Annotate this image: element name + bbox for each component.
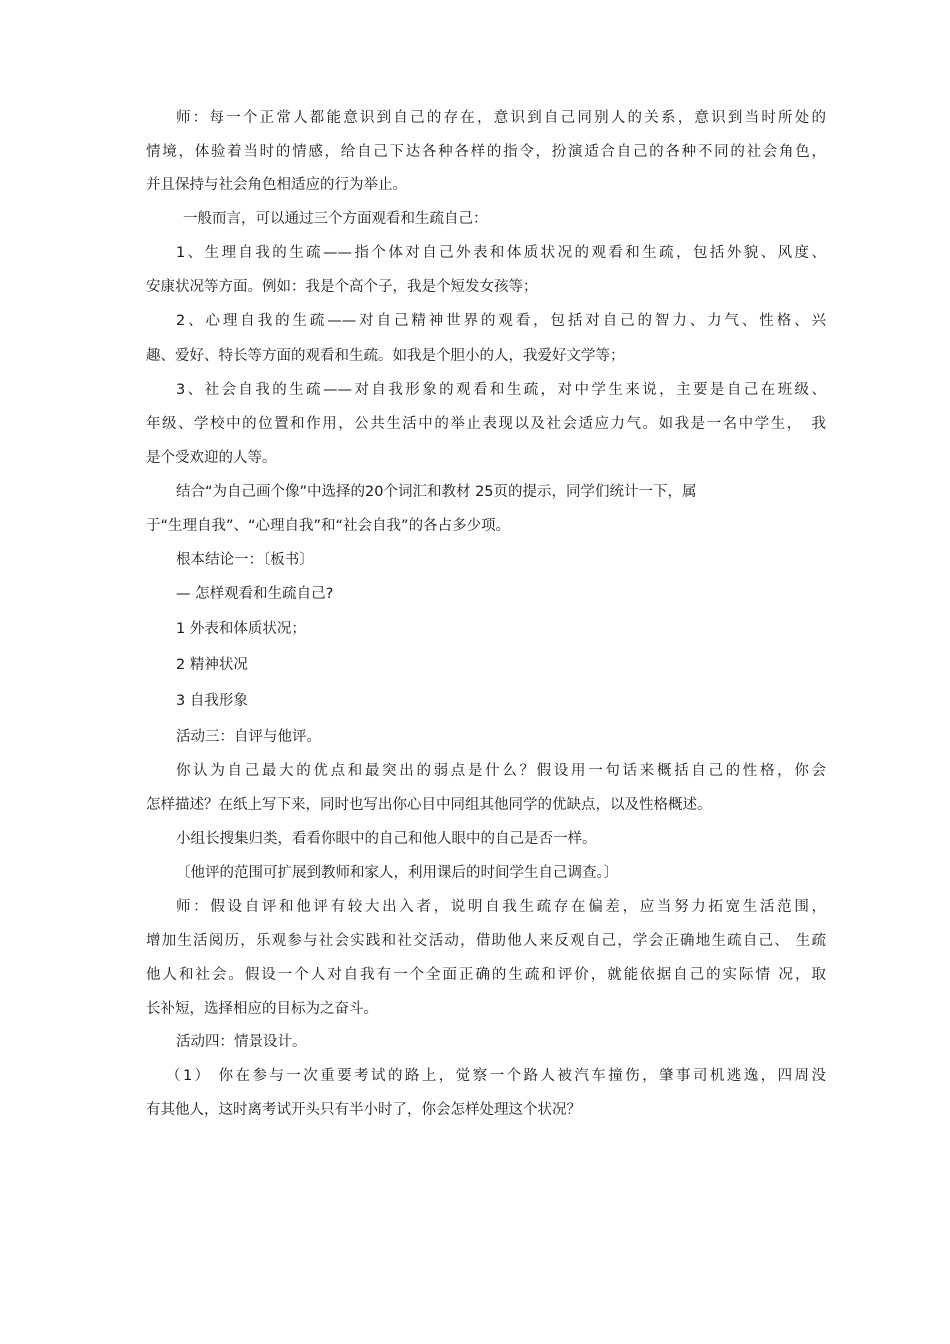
paragraph-line: 〔他评的范围可扩展到教师和家人，利用课后的时间学生自己调查。〕 [176,865,619,881]
paragraph-line: 安康状况等方面。例如：我是个高个子，我是个短发女孩等； [146,279,538,295]
section-heading: 活动三：自评与他评。 [176,729,321,745]
paragraph-line: 是个受欢迎的人等。 [146,450,277,466]
paragraph-line: 增加生活阅历，乐观参与社会实践和社交活动，借助他人来反观自己，学会正确地生疏自己、 生疏 [146,933,826,949]
paragraph-line: 师：假设自评和他评有较大出入者，说明自我生疏存在偏差，应当努力拓宽生活范围， [176,899,826,915]
paragraph-line: 长补短，选择相应的目标为之奋斗。 [146,1001,378,1017]
paragraph-line: 根本结论一：〔板书〕 [176,552,314,568]
paragraph-line: 结合“为自己画个像”中选择的20个词汇和教材 25页的提示，同学们统计一下，属 [176,484,697,500]
paragraph-line: 师：每一个正常人都能意识到自己的存在，意识到自己同别人的关系，意识到当时所处的 [176,110,826,126]
paragraph-line: 于“生理自我”、“心理自我”和“社会自我”的各占多少项。 [146,518,511,534]
section-heading: 活动四：情景设计。 [176,1034,307,1050]
paragraph-line: 你认为自己最大的优点和最突出的弱点是什么？假设用一句话来概括自己的性格，你会 [176,763,826,779]
paragraph-line: 有其他人，这时离考试开头只有半小时了，你会怎样处理这个状况？ [146,1102,581,1118]
paragraph-line: 小组长搜集归类，看看你眼中的自己和他人眼中的自己是否一样。 [176,831,597,847]
paragraph-line: 怎样描述？在纸上写下来，同时也写出你心目中同组其他同学的优缺点，以及性格概述。 [146,797,712,813]
paragraph-line: 1、生理自我的生疏——指个体对自己外表和体质状况的观看和生疏，包括外貌、风度、 [176,245,826,261]
list-item: 3 自我形象 [176,693,248,709]
list-heading: — 怎样观看和生疏自己? [176,586,334,602]
list-item: 2 精神状况 [176,657,248,673]
paragraph-line: 2、心理自我的生疏——对自己精神世界的观看，包括对自己的智力、力气、性格、兴 [176,313,826,329]
paragraph-line: 年级、学校中的位置和作用，公共生活中的举止表现以及社会适应力气。如我是一名中学生， 我 [146,416,826,432]
paragraph-line: 并且保持与社会角色相适应的行为举止。 [146,177,407,193]
paragraph-line: 情境，体验着当时的情感，给自己下达各种各样的指令，扮演适合自己的各种不同的社会角色， [146,144,826,160]
paragraph-line: 一般而言，可以通过三个方面观看和生疏自己： [183,211,488,227]
paragraph-line: 3、社会自我的生疏——对自我形象的观看和生疏，对中学生来说，主要是自己在班级、 [176,382,826,398]
paragraph-line: （1） 你在参与一次重要考试的路上，觉察一个路人被汽车撞伤，肇事司机逃逸，四周没 [166,1068,826,1084]
paragraph-line: 趣、爱好、特长等方面的观看和生疏。如我是个胆小的人，我爱好文学等； [146,348,625,364]
list-item: 1 外表和体质状况； [176,621,306,637]
paragraph-line: 他人和社会。假设一个人对自我有一个全面正确的生疏和评价，就能依据自己的实际情 况，取 [146,967,826,983]
